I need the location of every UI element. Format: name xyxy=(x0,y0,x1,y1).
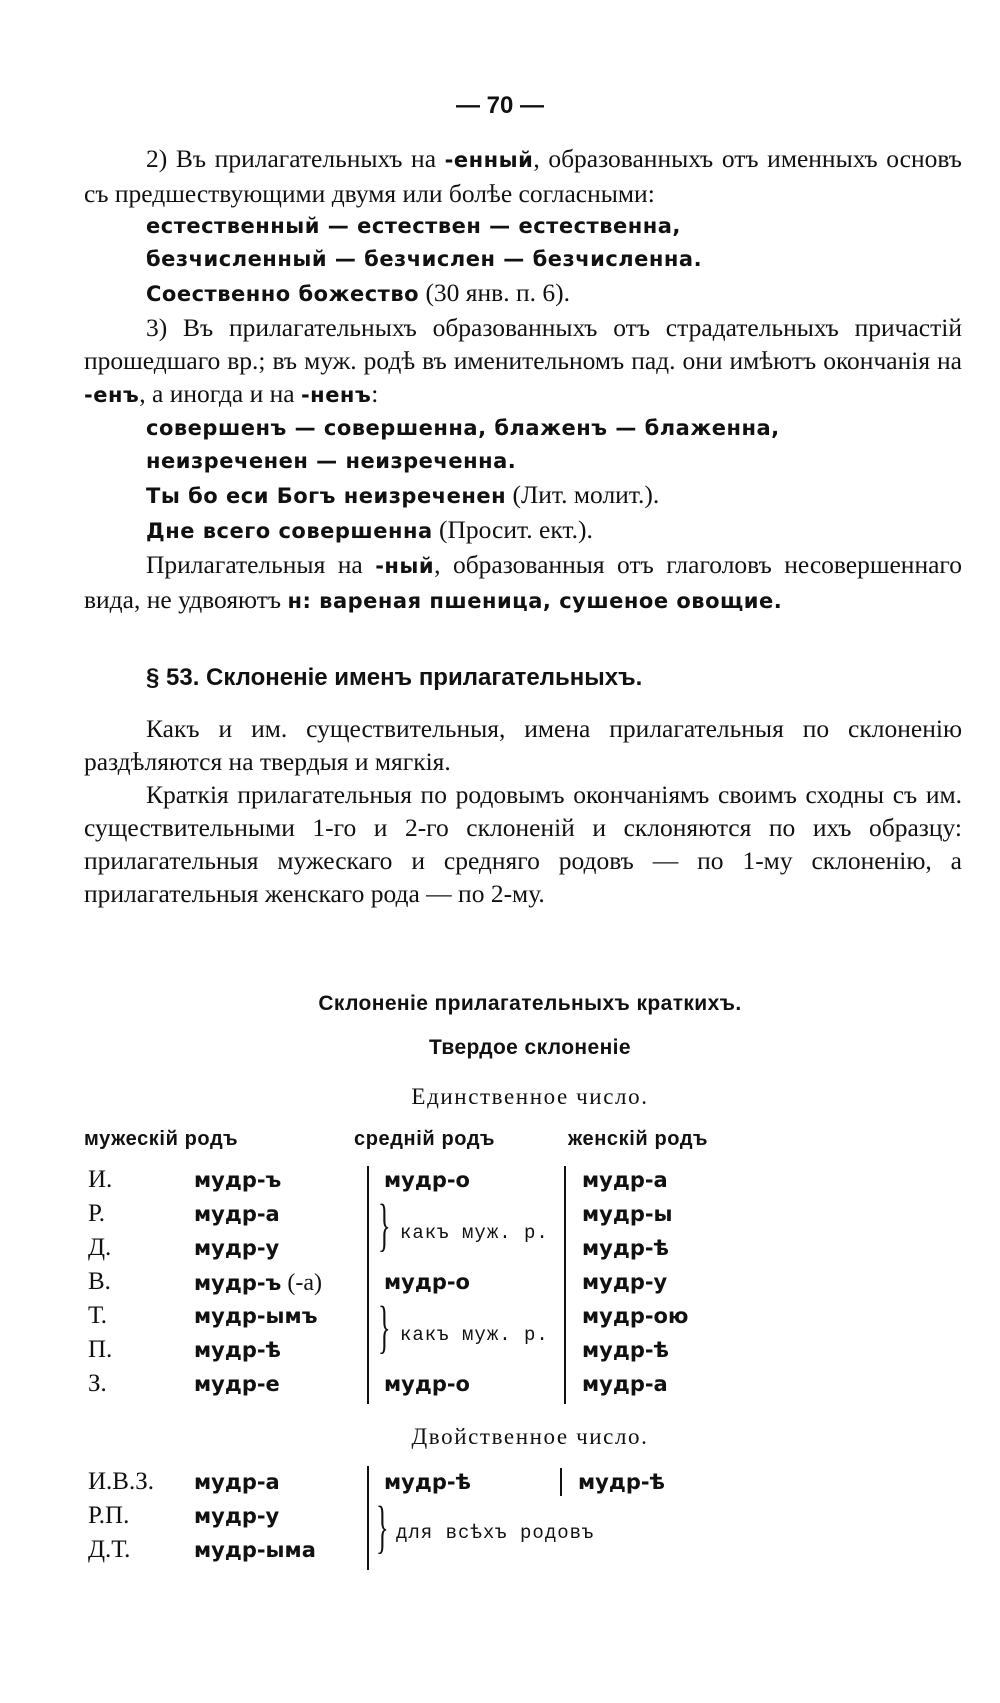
masculine-form: мудр-у xyxy=(194,1504,280,1528)
case-label: И. xyxy=(88,1166,113,1193)
neuter-note: какъ муж. р. xyxy=(400,1222,549,1244)
dual-note: для всѣхъ родовъ xyxy=(396,1522,595,1544)
case-label: Д.Т. xyxy=(88,1536,131,1563)
feminine-form: мудр-а xyxy=(582,1372,668,1396)
masculine-form: мудр-ъ xyxy=(194,1168,282,1192)
dual-label: Двойственное число. xyxy=(411,1424,649,1449)
example-line: безчисленный — безчислен — безчисленна. xyxy=(146,247,703,271)
column-header-feminine: женскій родъ xyxy=(568,1128,709,1150)
column-header-neuter: средній родъ xyxy=(354,1128,496,1150)
case-label: П. xyxy=(88,1336,113,1363)
brace: } xyxy=(378,1192,391,1257)
feminine-form: мудр-у xyxy=(582,1270,668,1294)
masculine-form: мудр-ъ (-а) xyxy=(194,1270,322,1296)
masculine-form: мудр-ымъ xyxy=(194,1304,318,1328)
paragraph-5: Какъ и им. существительныя, имена прилагательныя по склоненію раздѣляются на твердыя и мягкія. xyxy=(84,714,962,776)
feminine-form: мудр-ѣ xyxy=(578,1470,666,1494)
column-rule xyxy=(367,1166,369,1404)
example-line: неизреченен — неизреченна. xyxy=(146,449,517,473)
masculine-form: мудр-а xyxy=(194,1202,280,1226)
section-heading: § 53. Склоненіе именъ прилагательныхъ. xyxy=(146,664,643,691)
example-line: естественный — естествен — естественна, xyxy=(146,214,681,238)
column-rule xyxy=(564,1166,566,1404)
paragraph-3: 3) Въ прилагательныхъ образованныхъ отъ страдательныхъ причастій прошедшаго вр.; въ муж. родѣ въ именительномъ пад. они имѣютъ окончанія на -енъ, а иногда и на -ненъ: xyxy=(84,313,962,408)
masculine-form: мудр-ыма xyxy=(194,1538,316,1562)
singular-label: Единственное число. xyxy=(411,1084,649,1109)
column-header-masculine: мужескій родъ xyxy=(84,1128,239,1150)
neuter-form: мудр-о xyxy=(384,1168,470,1192)
example-citation: Дне всего совершенна (Просит. ект.). xyxy=(146,515,593,544)
paragraph-2: 2) Въ прилагательныхъ на -енный, образованныхъ отъ именныхъ основъ съ предшествующими двумя или болѣе согласными: xyxy=(84,144,962,208)
neuter-form: мудр-о xyxy=(384,1270,470,1294)
case-label: Д. xyxy=(88,1234,112,1261)
paragraph-6: Краткія прилагательныя по родовымъ окончаніямъ своимъ сходны съ им. существительными 1-го и 2-го склоненій и склоняются по ихъ образцу: прилагательныя мужескаго и средняго родовъ — по 1-му склоненію, а прилагательныя женскаго рода — по 2-му. xyxy=(84,780,962,908)
paragraph-2-block xyxy=(84,142,962,618)
masculine-form: мудр-ѣ xyxy=(194,1338,282,1362)
feminine-form: мудр-ою xyxy=(582,1304,689,1328)
feminine-form: мудр-ѣ xyxy=(582,1236,670,1260)
case-label: Т. xyxy=(88,1302,108,1329)
feminine-form: мудр-а xyxy=(582,1168,668,1192)
paragraph-4: Прилагательныя на -ный, образованныя отъ глаголовъ несовершеннаго вида, не удвояютъ н: вареная пшеница, сушеное овощие. xyxy=(84,550,962,614)
masculine-form: мудр-е xyxy=(194,1372,280,1396)
example-line: совершенъ — совершенна, блаженъ — блаженна, xyxy=(146,416,780,440)
case-label: В. xyxy=(88,1268,111,1295)
paragraph-5-block xyxy=(84,712,962,910)
neuter-form: мудр-ѣ xyxy=(384,1470,472,1494)
feminine-form: мудр-ѣ xyxy=(582,1338,670,1362)
case-label: И.В.З. xyxy=(88,1468,155,1495)
page-number: — 70 — xyxy=(455,92,545,119)
example-citation: Соественно божество (30 янв. п. 6). xyxy=(146,278,570,307)
masculine-form: мудр-а xyxy=(194,1470,280,1494)
brace: } xyxy=(378,1294,391,1359)
brace: } xyxy=(376,1494,389,1559)
neuter-form: мудр-о xyxy=(384,1372,470,1396)
case-label: Р. xyxy=(88,1200,106,1227)
example-citation: Ты бо еси Богъ неизреченен (Лит. молит.). xyxy=(146,480,660,509)
table-title: Склоненіе прилагательныхъ краткихъ. xyxy=(318,992,742,1015)
column-rule xyxy=(367,1466,369,1570)
masculine-form: мудр-у xyxy=(194,1236,280,1260)
case-label: З. xyxy=(88,1370,107,1397)
neuter-note: какъ муж. р. xyxy=(400,1324,549,1346)
table-subtitle: Твердое склоненіе xyxy=(428,1036,631,1059)
feminine-form: мудр-ы xyxy=(582,1202,673,1226)
case-label: Р.П. xyxy=(88,1502,130,1529)
column-rule xyxy=(560,1468,562,1496)
